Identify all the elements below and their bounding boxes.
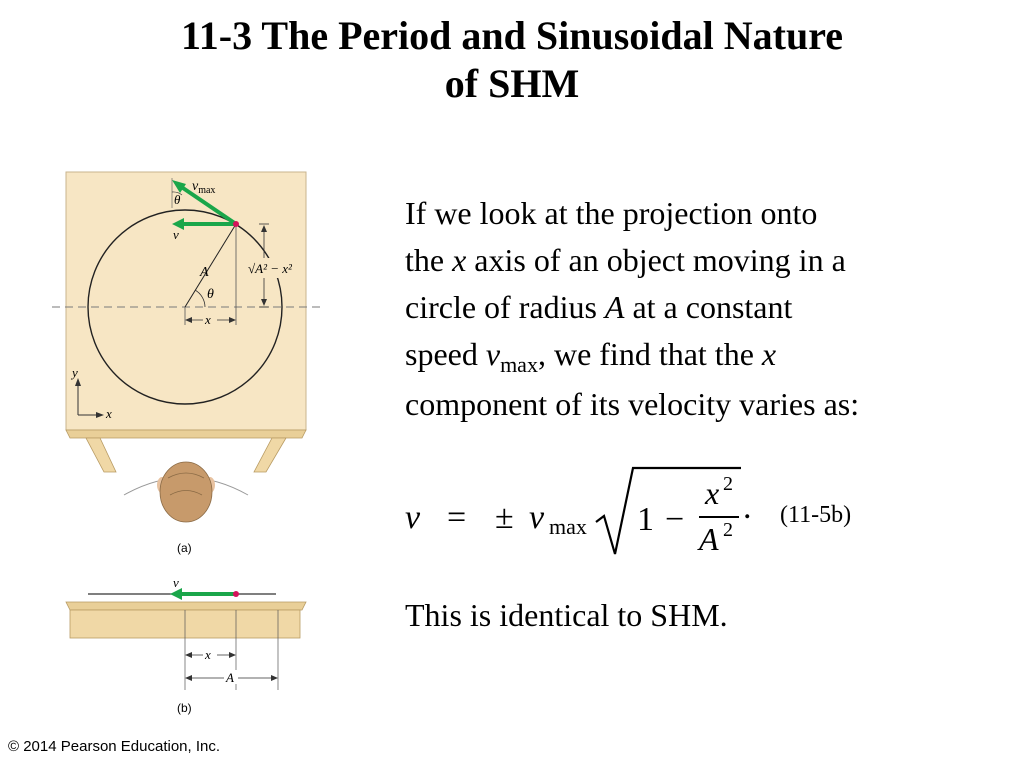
eq-lhs: v (405, 499, 421, 536)
eq-max: max (549, 514, 587, 539)
table-leg-left (86, 438, 116, 472)
table-leg-right (254, 438, 286, 472)
eq-v: v (529, 499, 545, 536)
eq-num: x (705, 475, 720, 511)
paragraph-line-5: component of its velocity varies as: (405, 386, 860, 422)
copyright-notice: © 2014 Pearson Education, Inc. (8, 738, 221, 755)
eq-den: A (699, 521, 719, 557)
eq-one: 1 (637, 501, 654, 538)
panel-b-label: (b) (177, 701, 192, 715)
eq-minus: − (665, 501, 685, 538)
panel-a-label: (a) (177, 541, 192, 555)
panel-b-v-label: v (173, 575, 179, 590)
eq-pm: ± (495, 499, 514, 536)
projection-figure (40, 160, 340, 720)
eq-num-exp: 2 (723, 473, 733, 495)
table-top-b (66, 602, 306, 610)
equation-number: (11-5b) (780, 502, 852, 528)
paragraph-line-2: the x axis of an object moving in a (405, 242, 846, 278)
A-label: A (200, 265, 209, 280)
panel-b-dot (233, 591, 239, 597)
vmax-label: $v_{max}$ (192, 179, 216, 196)
paragraph-line-1: If we look at the projection onto (405, 195, 818, 231)
eq-den-exp: 2 (723, 519, 733, 541)
title-line-1: 11-3 The Period and Sinusoidal Nature (181, 13, 843, 58)
viewer-head (160, 462, 212, 522)
x-axis-label: x (106, 406, 112, 421)
panel-b-x-label: x (205, 647, 211, 662)
panel-b-A-label: A (226, 670, 234, 685)
theta-top-label: θ (174, 192, 181, 207)
theta-center-label: θ (207, 287, 214, 302)
y-axis-label: y (72, 365, 78, 380)
v-label: v (173, 227, 179, 242)
equation-svg (405, 462, 765, 562)
paragraph-line-4: speed $v_{max}$, we find that the x (405, 336, 777, 377)
explanation-paragraph (405, 190, 995, 428)
velocity-equation (405, 462, 875, 562)
paragraph-line-3: circle of radius A at a constant (405, 289, 793, 325)
sqrt-label: √A² − x² (248, 261, 292, 276)
table-top-a (66, 430, 306, 438)
eq-equals: = (447, 499, 467, 536)
conclusion-text: This is identical to SHM. (405, 597, 728, 633)
eq-dot: . (743, 489, 752, 526)
title-line-2: of SHM (444, 61, 580, 106)
slide-title (0, 12, 1024, 108)
x-label: x (205, 312, 211, 327)
object-dot (233, 221, 239, 227)
